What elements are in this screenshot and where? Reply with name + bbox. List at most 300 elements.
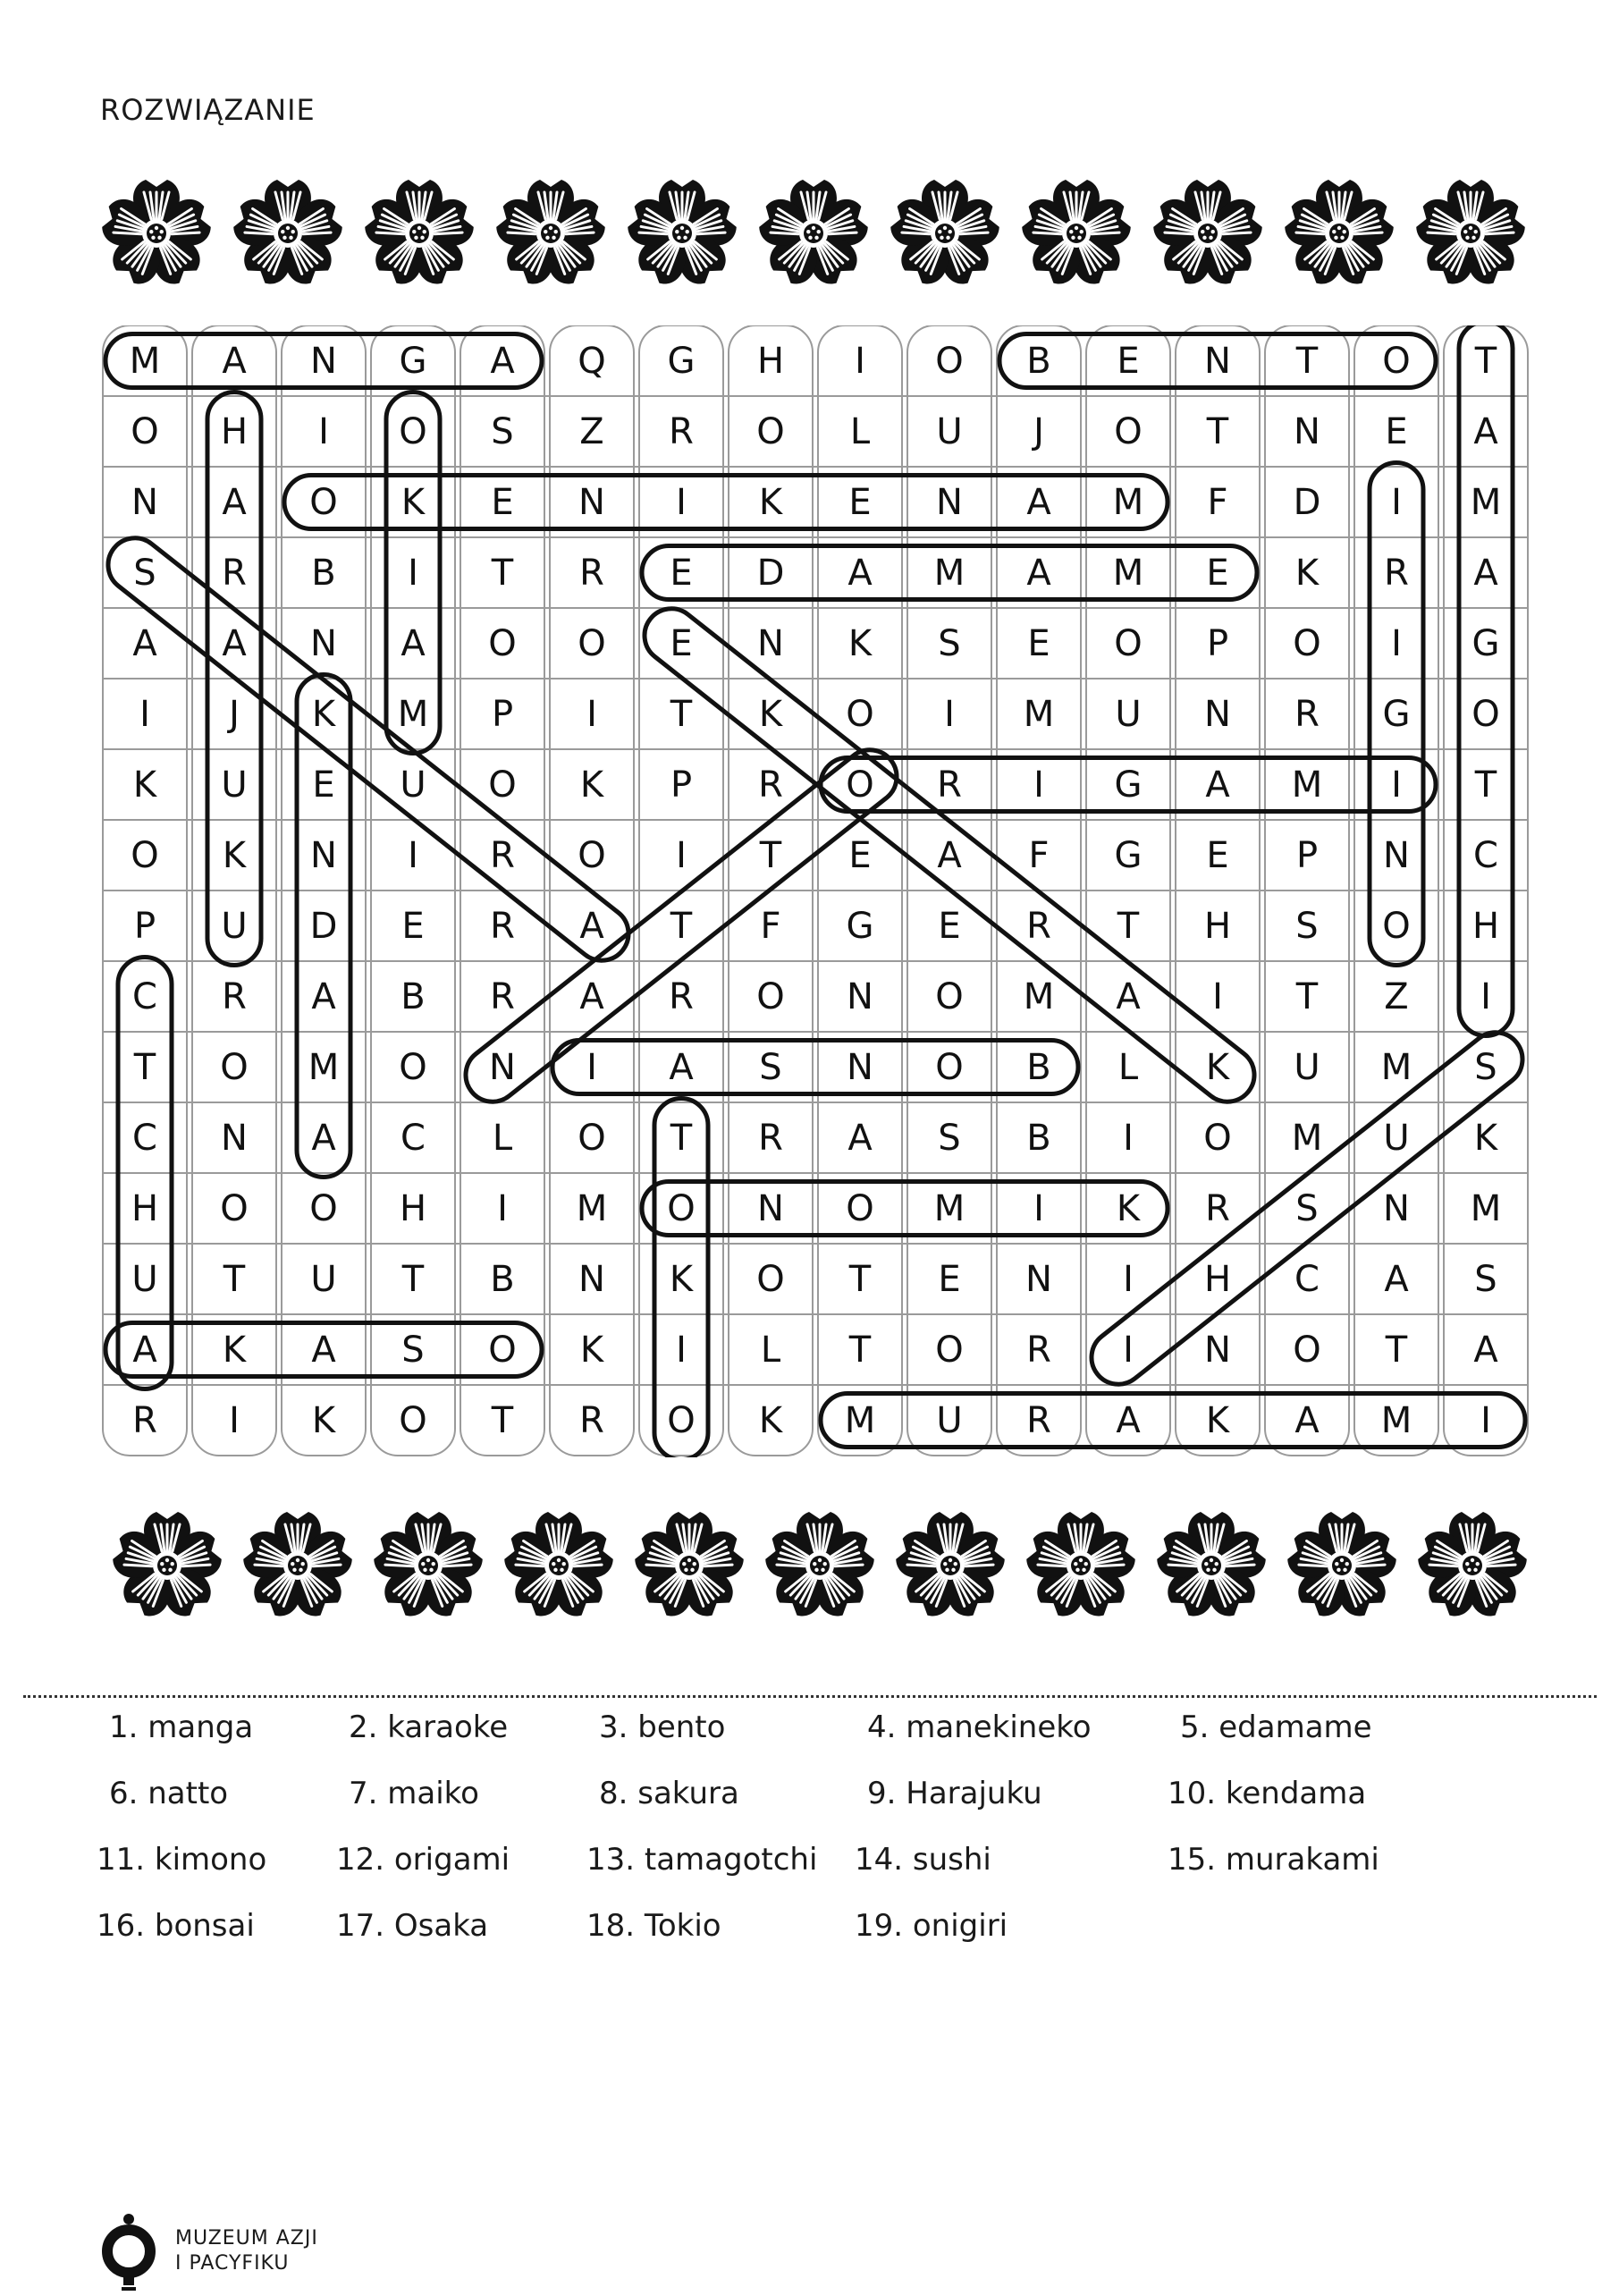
grid-letter: T bbox=[133, 1046, 156, 1088]
word-list-item: 5. edamame bbox=[1180, 1709, 1372, 1745]
grid-letter: I bbox=[1123, 1329, 1134, 1371]
solution-oval-bonsai bbox=[552, 1041, 1078, 1094]
grid-letter: U bbox=[221, 764, 248, 806]
flower-decoration bbox=[1284, 1507, 1400, 1624]
flower-decoration bbox=[493, 175, 609, 291]
grid-letter: D bbox=[1293, 481, 1321, 523]
grid-letter: A bbox=[401, 622, 426, 664]
word-list-item: 12. origami bbox=[336, 1842, 510, 1878]
grid-letter: O bbox=[1382, 905, 1411, 947]
flower-decoration bbox=[1150, 175, 1266, 291]
grid-letter: G bbox=[399, 340, 427, 382]
grid-letter: I bbox=[1480, 1399, 1491, 1441]
flower-decoration bbox=[631, 1507, 747, 1624]
grid-letter: Z bbox=[579, 410, 604, 452]
grid-letter: A bbox=[847, 552, 873, 594]
flower-icon bbox=[887, 175, 1003, 291]
grid-letter: J bbox=[1033, 410, 1044, 452]
flower-decoration bbox=[892, 1507, 1008, 1624]
grid-letter: G bbox=[1382, 693, 1411, 735]
grid-letter: C bbox=[132, 1117, 157, 1159]
grid-letter: H bbox=[1203, 1258, 1232, 1300]
word-list-item: 4. manekineko bbox=[867, 1709, 1092, 1745]
word-list-item: 9. Harajuku bbox=[867, 1776, 1042, 1811]
grid-letter: S bbox=[1474, 1046, 1497, 1088]
grid-letter: T bbox=[1385, 1329, 1408, 1371]
grid-letter: O bbox=[399, 1399, 427, 1441]
flower-icon bbox=[501, 1507, 617, 1624]
grid-letter: U bbox=[310, 1258, 337, 1300]
flower-icon bbox=[1281, 175, 1397, 291]
solution-oval-sakura bbox=[100, 528, 639, 972]
grid-letter: T bbox=[670, 1117, 693, 1159]
grid-letter: T bbox=[1295, 975, 1319, 1017]
flower-decoration bbox=[1153, 1507, 1269, 1624]
grid-letter: M bbox=[1291, 764, 1323, 806]
grid-letter: T bbox=[491, 552, 514, 594]
grid-letter: I bbox=[1033, 764, 1044, 806]
grid-letter: K bbox=[579, 764, 604, 806]
grid-letter: H bbox=[1203, 905, 1232, 947]
museum-logo-text bbox=[175, 2226, 318, 2276]
museum-logo bbox=[98, 2212, 402, 2292]
flower-icon bbox=[1023, 1507, 1139, 1624]
grid-letter: O bbox=[220, 1046, 249, 1088]
flower-icon bbox=[762, 1507, 878, 1624]
grid-letter: A bbox=[311, 975, 336, 1017]
solution-oval-maiko bbox=[386, 393, 440, 754]
grid-letter: T bbox=[759, 834, 782, 876]
grid-letter: E bbox=[1206, 834, 1229, 876]
flower-decoration bbox=[624, 175, 740, 291]
grid-letter: F bbox=[1207, 481, 1228, 523]
grid-letter: H bbox=[220, 410, 249, 452]
grid-letter: N bbox=[221, 1117, 248, 1159]
grid-letter: A bbox=[1116, 975, 1141, 1017]
grid-letter: A bbox=[490, 340, 515, 382]
grid-letter: O bbox=[846, 693, 874, 735]
grid-letter: I bbox=[1391, 764, 1402, 806]
grid-letter: A bbox=[311, 1117, 336, 1159]
grid-letter: M bbox=[1112, 481, 1144, 523]
grid-letter: P bbox=[1295, 834, 1319, 876]
grid-letter: R bbox=[1205, 1187, 1230, 1229]
grid-letter: I bbox=[676, 1329, 687, 1371]
word-list-item: 2. karaoke bbox=[349, 1709, 509, 1745]
grid-letter: K bbox=[222, 834, 247, 876]
word-list-item: 15. murakami bbox=[1168, 1842, 1379, 1878]
grid-letter: O bbox=[131, 834, 159, 876]
grid-letter: N bbox=[489, 1046, 516, 1088]
grid-letter: D bbox=[756, 552, 785, 594]
grid-letter: M bbox=[1380, 1399, 1412, 1441]
grid-letter: R bbox=[579, 1399, 604, 1441]
grid-letter: O bbox=[309, 1187, 338, 1229]
grid-letter: R bbox=[1384, 552, 1409, 594]
word-list-item: 6. natto bbox=[109, 1776, 229, 1811]
flower-decoration bbox=[98, 175, 215, 291]
solution-oval-sushi bbox=[1081, 1022, 1530, 1396]
flower-icon bbox=[493, 175, 609, 291]
grid-letter: O bbox=[578, 834, 606, 876]
page-title: ROZWIĄZANIE bbox=[100, 93, 316, 127]
grid-letter: O bbox=[220, 1187, 249, 1229]
flower-decoration bbox=[1281, 175, 1397, 291]
grid-letter: R bbox=[1026, 1399, 1051, 1441]
grid-letter: T bbox=[1474, 764, 1497, 806]
grid-letter: O bbox=[1382, 340, 1411, 382]
grid-letter: R bbox=[758, 764, 783, 806]
grid-letter: K bbox=[1294, 552, 1320, 594]
grid-letter: O bbox=[309, 481, 338, 523]
grid-letter: T bbox=[491, 1399, 514, 1441]
grid-letter: I bbox=[1391, 622, 1402, 664]
grid-letter: B bbox=[401, 975, 426, 1017]
grid-letter: O bbox=[488, 1329, 517, 1371]
grid-letter: R bbox=[937, 764, 962, 806]
grid-letter: N bbox=[310, 834, 337, 876]
grid-letter: O bbox=[578, 622, 606, 664]
flower-icon bbox=[1412, 175, 1529, 291]
grid-letter: I bbox=[676, 481, 687, 523]
word-list-item: 16. bonsai bbox=[97, 1908, 255, 1944]
grid-letter: T bbox=[1206, 410, 1229, 452]
grid-letter: I bbox=[586, 1046, 597, 1088]
grid-letter: A bbox=[1473, 1329, 1498, 1371]
flower-icon bbox=[240, 1507, 356, 1624]
grid-letter: O bbox=[1203, 1117, 1232, 1159]
grid-letter: O bbox=[1293, 622, 1321, 664]
grid-letter: U bbox=[221, 905, 248, 947]
solution-oval-tokio bbox=[654, 1099, 708, 1458]
grid-letter: H bbox=[399, 1187, 427, 1229]
grid-letter: I bbox=[318, 410, 329, 452]
grid-letter: T bbox=[848, 1329, 872, 1371]
grid-letter: K bbox=[758, 481, 783, 523]
grid-letter: N bbox=[1204, 1329, 1231, 1371]
grid-letter: O bbox=[846, 764, 874, 806]
grid-letter: K bbox=[132, 764, 157, 806]
grid-letter: T bbox=[1474, 340, 1497, 382]
grid-letter: B bbox=[1026, 1117, 1051, 1159]
grid-letter: G bbox=[1471, 622, 1500, 664]
grid-letter: N bbox=[757, 1187, 784, 1229]
grid-letter: H bbox=[756, 340, 785, 382]
grid-letter: S bbox=[401, 1329, 425, 1371]
grid-letter: K bbox=[669, 1258, 694, 1300]
solution-oval-tamagotchi bbox=[1459, 325, 1513, 1036]
grid-letter: D bbox=[309, 905, 338, 947]
grid-letter: S bbox=[938, 1117, 961, 1159]
solution-oval-manga bbox=[105, 334, 542, 388]
grid-letter: H bbox=[1471, 905, 1500, 947]
word-list-item: 17. Osaka bbox=[336, 1908, 489, 1944]
grid-letter: L bbox=[760, 1329, 781, 1371]
grid-letter: C bbox=[132, 975, 157, 1017]
flower-icon bbox=[755, 175, 872, 291]
grid-letter: O bbox=[131, 410, 159, 452]
word-list-item: 1. manga bbox=[109, 1709, 254, 1745]
museum-logo-icon bbox=[98, 2212, 161, 2292]
grid-letter: I bbox=[676, 834, 687, 876]
grid-letter: N bbox=[1204, 693, 1231, 735]
grid-letter: N bbox=[131, 481, 158, 523]
grid-letter: U bbox=[131, 1258, 158, 1300]
flower-icon bbox=[1153, 1507, 1269, 1624]
grid-letter: O bbox=[578, 1117, 606, 1159]
grid-letter: A bbox=[222, 481, 247, 523]
dotted-divider bbox=[23, 1695, 1597, 1698]
flower-decoration bbox=[1023, 1507, 1139, 1624]
grid-letter: C bbox=[1294, 1258, 1320, 1300]
grid-letter: S bbox=[491, 410, 514, 452]
grid-letter: R bbox=[490, 975, 515, 1017]
grid-letter: K bbox=[311, 693, 336, 735]
grid-letter: A bbox=[669, 1046, 694, 1088]
grid-letter: N bbox=[1383, 1187, 1410, 1229]
grid-letter: O bbox=[1293, 1329, 1321, 1371]
grid-letter: K bbox=[401, 481, 426, 523]
flower-decoration bbox=[109, 1507, 225, 1624]
grid-letter: I bbox=[408, 552, 418, 594]
word-list-item: 14. sushi bbox=[855, 1842, 991, 1878]
flower-icon bbox=[892, 1507, 1008, 1624]
grid-letter: N bbox=[1025, 1258, 1052, 1300]
grid-letter: O bbox=[935, 1329, 964, 1371]
grid-letter: L bbox=[492, 1117, 513, 1159]
grid-letter: S bbox=[1295, 1187, 1319, 1229]
grid-letter: I bbox=[586, 693, 597, 735]
word-list-item: 19. onigiri bbox=[855, 1908, 1008, 1944]
grid-letter: Z bbox=[1384, 975, 1409, 1017]
grid-letter: I bbox=[139, 693, 150, 735]
grid-letter: R bbox=[1026, 905, 1051, 947]
grid-letter: N bbox=[847, 1046, 873, 1088]
grid-letter: F bbox=[1028, 834, 1050, 876]
flower-icon bbox=[1284, 1507, 1400, 1624]
word-list-item: 11. kimono bbox=[97, 1842, 267, 1878]
grid-letter: R bbox=[1026, 1329, 1051, 1371]
grid-letter: N bbox=[1383, 834, 1410, 876]
grid-letter: U bbox=[936, 1399, 963, 1441]
grid-letter: O bbox=[846, 1187, 874, 1229]
flower-decoration bbox=[1412, 175, 1529, 291]
word-list-item: 18. Tokio bbox=[586, 1908, 721, 1944]
grid-letter: I bbox=[1212, 975, 1223, 1017]
grid-letter: R bbox=[669, 975, 694, 1017]
grid-letter: B bbox=[1026, 340, 1051, 382]
grid-letter: T bbox=[1295, 340, 1319, 382]
grid-letter: R bbox=[758, 1117, 783, 1159]
grid-letter: N bbox=[936, 481, 963, 523]
grid-letter: K bbox=[758, 1399, 783, 1441]
grid-letter: O bbox=[935, 975, 964, 1017]
grid-letter: A bbox=[1205, 764, 1230, 806]
grid-letter: N bbox=[578, 1258, 605, 1300]
grid-letter: M bbox=[1023, 975, 1055, 1017]
grid-letter: I bbox=[944, 693, 955, 735]
grid-letter: A bbox=[132, 622, 157, 664]
grid-letter: I bbox=[1123, 1117, 1134, 1159]
flower-icon bbox=[1150, 175, 1266, 291]
grid-letter: S bbox=[759, 1046, 782, 1088]
grid-letter: N bbox=[578, 481, 605, 523]
grid-letter: O bbox=[399, 1046, 427, 1088]
grid-letter: O bbox=[488, 764, 517, 806]
solution-oval-kimono bbox=[642, 1182, 1168, 1236]
grid-letter: E bbox=[1027, 622, 1050, 664]
grid-letter: M bbox=[397, 693, 429, 735]
flower-icon bbox=[1414, 1507, 1530, 1624]
grid-letter: O bbox=[756, 1258, 785, 1300]
grid-letter: E bbox=[491, 481, 514, 523]
grid-letter: P bbox=[1206, 622, 1229, 664]
grid-letter: I bbox=[1391, 481, 1402, 523]
flower-decoration bbox=[370, 1507, 486, 1624]
grid-letter: K bbox=[758, 693, 783, 735]
grid-letter: A bbox=[1384, 1258, 1409, 1300]
flower-decoration bbox=[240, 1507, 356, 1624]
grid-letter: M bbox=[308, 1046, 340, 1088]
flower-icon bbox=[109, 1507, 225, 1624]
grid-letter: K bbox=[1116, 1187, 1141, 1229]
grid-letter: E bbox=[938, 905, 961, 947]
grid-letter: M bbox=[576, 1187, 608, 1229]
grid-letter: A bbox=[1026, 481, 1051, 523]
grid-letter: O bbox=[1114, 410, 1143, 452]
solution-oval-edamame bbox=[642, 546, 1257, 600]
grid-letter: B bbox=[490, 1258, 515, 1300]
word-list-item: 13. tamagotchi bbox=[586, 1842, 818, 1878]
grid-letter: A bbox=[579, 905, 604, 947]
grid-letter: P bbox=[491, 693, 514, 735]
grid-letter: A bbox=[311, 1329, 336, 1371]
grid-letter: U bbox=[936, 410, 963, 452]
grid-letter: M bbox=[1112, 552, 1144, 594]
grid-letter: T bbox=[401, 1258, 425, 1300]
solution-oval-bento bbox=[999, 334, 1436, 388]
grid-letter: E bbox=[312, 764, 335, 806]
grid-letter: E bbox=[670, 552, 693, 594]
word-list-item: 3. bento bbox=[599, 1709, 726, 1745]
grid-letter: A bbox=[1026, 552, 1051, 594]
grid-letter: P bbox=[670, 764, 693, 806]
grid-letter: I bbox=[497, 1187, 508, 1229]
flower-decoration bbox=[1018, 175, 1134, 291]
grid-letter: O bbox=[667, 1399, 696, 1441]
grid-letter: T bbox=[848, 1258, 872, 1300]
flower-icon bbox=[98, 175, 215, 291]
grid-letter: L bbox=[849, 410, 871, 452]
flower-border-bottom bbox=[0, 1507, 1619, 1633]
grid-letter: G bbox=[667, 340, 696, 382]
grid-letter: B bbox=[1026, 1046, 1051, 1088]
grid-letter: A bbox=[222, 340, 247, 382]
solution-ovals bbox=[100, 325, 1530, 1457]
solution-oval-natto bbox=[455, 739, 907, 1113]
grid-letter: O bbox=[935, 1046, 964, 1088]
word-list bbox=[0, 1708, 1619, 1976]
grid-letter: I bbox=[1123, 1258, 1134, 1300]
flower-icon bbox=[624, 175, 740, 291]
grid-letter: U bbox=[1115, 693, 1142, 735]
grid-letter: O bbox=[488, 622, 517, 664]
grid-letter: K bbox=[311, 1399, 336, 1441]
flower-icon bbox=[361, 175, 477, 291]
grid-letter: Q bbox=[578, 340, 606, 382]
word-list-item: 10. kendama bbox=[1168, 1776, 1367, 1811]
grid-letter: E bbox=[848, 834, 872, 876]
grid-letter: I bbox=[229, 1399, 240, 1441]
grid-letter: O bbox=[1114, 622, 1143, 664]
grid-letter: M bbox=[129, 340, 161, 382]
grid-letter: S bbox=[133, 552, 156, 594]
grid-letter: I bbox=[1480, 975, 1491, 1017]
grid-letter: P bbox=[133, 905, 156, 947]
grid-letter: O bbox=[1471, 693, 1500, 735]
grid-letter: T bbox=[670, 693, 693, 735]
grid-letter: N bbox=[1294, 410, 1320, 452]
grid-letter: L bbox=[1117, 1046, 1139, 1088]
grid-letter: E bbox=[848, 481, 872, 523]
solution-oval-murakami bbox=[821, 1394, 1525, 1448]
grid-letter: U bbox=[1383, 1117, 1410, 1159]
flower-decoration bbox=[755, 175, 872, 291]
grid-letter: H bbox=[131, 1187, 159, 1229]
grid-letter: E bbox=[401, 905, 425, 947]
flower-decoration bbox=[361, 175, 477, 291]
grid-letter: M bbox=[844, 1399, 876, 1441]
grid-letter: N bbox=[847, 975, 873, 1017]
grid-letter: B bbox=[311, 552, 336, 594]
flower-decoration bbox=[230, 175, 346, 291]
flower-border-top bbox=[0, 175, 1619, 300]
logo-line-1: MUZEUM AZJI bbox=[175, 2227, 318, 2250]
solution-oval-origami bbox=[821, 758, 1436, 812]
grid-letter: N bbox=[1204, 340, 1231, 382]
grid-letter: K bbox=[1205, 1399, 1230, 1441]
grid-letter: M bbox=[1023, 693, 1055, 735]
flower-icon bbox=[370, 1507, 486, 1624]
grid-letter: K bbox=[847, 622, 873, 664]
grid-letter: A bbox=[579, 975, 604, 1017]
grid-letter: I bbox=[1033, 1187, 1044, 1229]
grid-letter: M bbox=[933, 1187, 965, 1229]
grid-letter: O bbox=[399, 410, 427, 452]
flower-icon bbox=[631, 1507, 747, 1624]
word-search-grid bbox=[100, 325, 1530, 1457]
flower-decoration bbox=[887, 175, 1003, 291]
grid-letter: E bbox=[938, 1258, 961, 1300]
grid-letter: J bbox=[229, 693, 240, 735]
grid-letter: T bbox=[670, 905, 693, 947]
grid-letter: S bbox=[1474, 1258, 1497, 1300]
solution-oval-manekineko bbox=[284, 476, 1168, 529]
grid-letter: A bbox=[847, 1117, 873, 1159]
grid-letter: R bbox=[1294, 693, 1320, 735]
grid-letter: R bbox=[579, 552, 604, 594]
grid-letter: G bbox=[846, 905, 874, 947]
grid-letter: E bbox=[1206, 552, 1229, 594]
grid-letter: U bbox=[1294, 1046, 1320, 1088]
grid-letter: K bbox=[1205, 1046, 1230, 1088]
grid-letter: N bbox=[310, 622, 337, 664]
grid-letter: A bbox=[1473, 410, 1498, 452]
flower-decoration bbox=[1414, 1507, 1530, 1624]
grid-letter: R bbox=[222, 975, 247, 1017]
grid-letter: M bbox=[1470, 1187, 1502, 1229]
grid-letter: O bbox=[667, 1187, 696, 1229]
